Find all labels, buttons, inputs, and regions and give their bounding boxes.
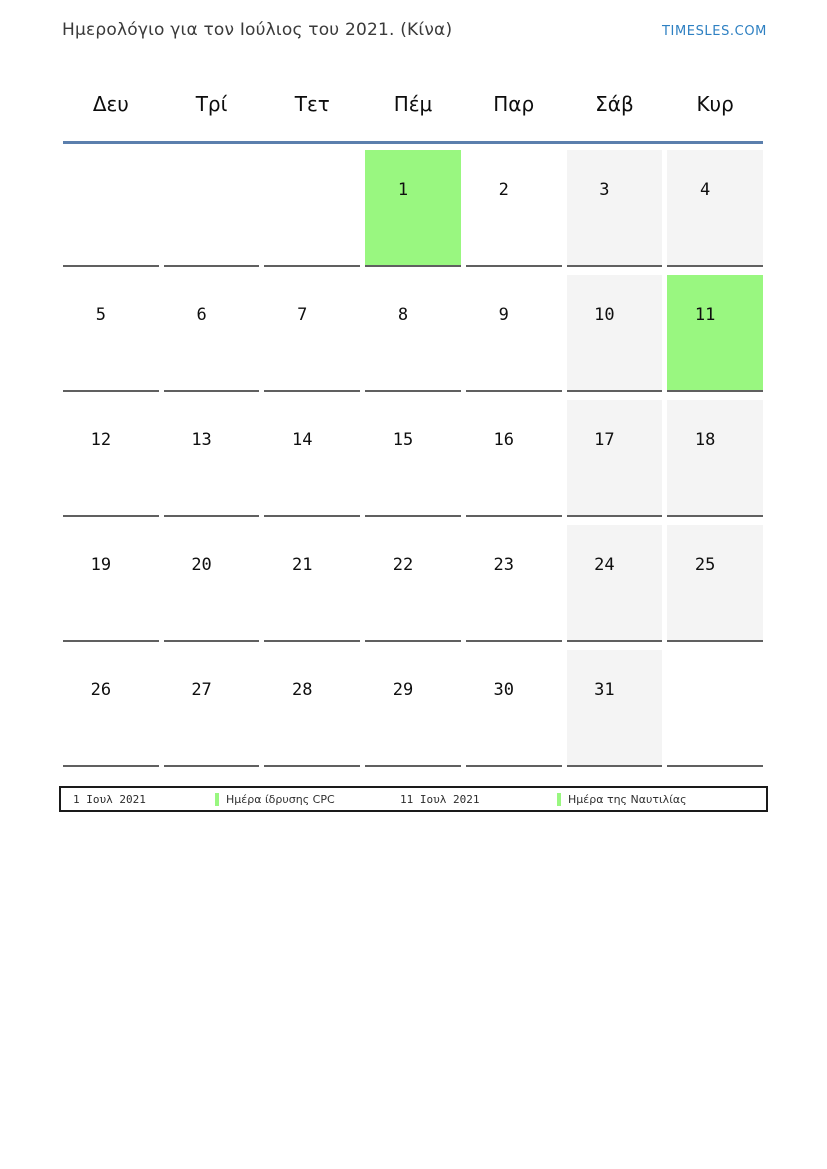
day-number: 19	[90, 555, 112, 575]
day-number: 16	[493, 430, 514, 450]
day-cell	[667, 150, 763, 267]
day-number: 29	[392, 680, 414, 700]
legend-label: Ημέρα της Ναυτιλίας	[568, 792, 687, 806]
weekday-header-fri: Παρ	[493, 92, 535, 116]
day-number: 27	[191, 680, 212, 700]
day-number: 23	[493, 555, 514, 575]
day-cell	[365, 525, 461, 642]
legend	[59, 786, 768, 812]
day-cell	[667, 275, 763, 392]
day-number: 6	[196, 305, 207, 325]
day-cell	[63, 525, 159, 642]
day-cell	[466, 525, 562, 642]
day-cell	[365, 650, 461, 767]
day-cell	[264, 275, 360, 392]
header-divider	[63, 141, 763, 144]
day-number: 18	[694, 430, 716, 450]
day-number: 4	[700, 180, 711, 200]
day-number: 25	[694, 555, 716, 575]
day-number: 11	[694, 305, 716, 325]
holiday-marker-icon	[557, 793, 561, 806]
weekday-header-sun: Κυρ	[696, 92, 734, 116]
day-cell	[466, 650, 562, 767]
day-number: 21	[292, 555, 313, 575]
weekday-header-mon: Δευ	[92, 92, 129, 116]
empty-cell	[667, 650, 763, 767]
weekday-header-thu: Πέμ	[393, 92, 433, 116]
day-number: 5	[95, 305, 106, 325]
day-cell	[264, 525, 360, 642]
day-number: 15	[392, 430, 414, 450]
weekday-header-sat: Σάβ	[595, 92, 634, 116]
day-number: 17	[594, 430, 615, 450]
calendar	[63, 90, 763, 767]
day-cell	[264, 650, 360, 767]
day-cell	[63, 650, 159, 767]
day-cell	[466, 275, 562, 392]
legend-entry	[557, 793, 687, 806]
day-number: 10	[594, 305, 615, 325]
day-number: 12	[90, 430, 112, 450]
day-cell	[63, 275, 159, 392]
day-number: 1	[397, 180, 409, 200]
day-cell	[365, 275, 461, 392]
day-cell	[63, 400, 159, 517]
day-number: 30	[493, 680, 514, 700]
day-cell	[567, 525, 663, 642]
day-cell	[667, 400, 763, 517]
day-number: 8	[397, 305, 409, 325]
day-number: 2	[498, 180, 509, 200]
day-cell	[466, 150, 562, 267]
day-cell	[164, 400, 260, 517]
empty-cell	[264, 150, 360, 267]
legend-entry	[215, 793, 400, 806]
day-cell	[567, 400, 663, 517]
day-cell	[667, 525, 763, 642]
day-cell	[567, 275, 663, 392]
day-number: 22	[392, 555, 414, 575]
day-number: 31	[594, 680, 615, 700]
day-number: 26	[90, 680, 112, 700]
day-number: 13	[191, 430, 212, 450]
empty-cell	[164, 150, 260, 267]
legend-label: Ημέρα ίδρυσης CPC	[226, 792, 335, 806]
weekday-header-row	[63, 90, 763, 118]
day-number: 3	[599, 180, 610, 200]
calendar-grid	[63, 150, 763, 767]
day-cell	[164, 525, 260, 642]
day-cell	[365, 400, 461, 517]
page-title: Ημερολόγιο για τον Ιούλιος του 2021. (Κίνα)	[62, 20, 453, 40]
holiday-marker-icon	[215, 793, 219, 806]
weekday-header-wed: Τετ	[294, 92, 330, 116]
day-number: 28	[292, 680, 313, 700]
day-number: 7	[297, 305, 308, 325]
day-cell	[567, 150, 663, 267]
day-number: 20	[191, 555, 212, 575]
day-cell	[466, 400, 562, 517]
site-link[interactable]: TIMESLES.COM	[661, 24, 767, 39]
day-cell	[164, 650, 260, 767]
legend-date: 11 Ιουλ 2021	[400, 792, 480, 806]
day-cell	[164, 275, 260, 392]
day-cell	[365, 150, 461, 267]
empty-cell	[63, 150, 159, 267]
day-number: 24	[594, 555, 615, 575]
day-number: 14	[292, 430, 313, 450]
day-cell	[264, 400, 360, 517]
legend-date: 1 Ιουλ 2021	[73, 792, 146, 806]
day-number: 9	[498, 305, 509, 325]
weekday-header-tue: Τρί	[195, 92, 228, 116]
day-cell	[567, 650, 663, 767]
